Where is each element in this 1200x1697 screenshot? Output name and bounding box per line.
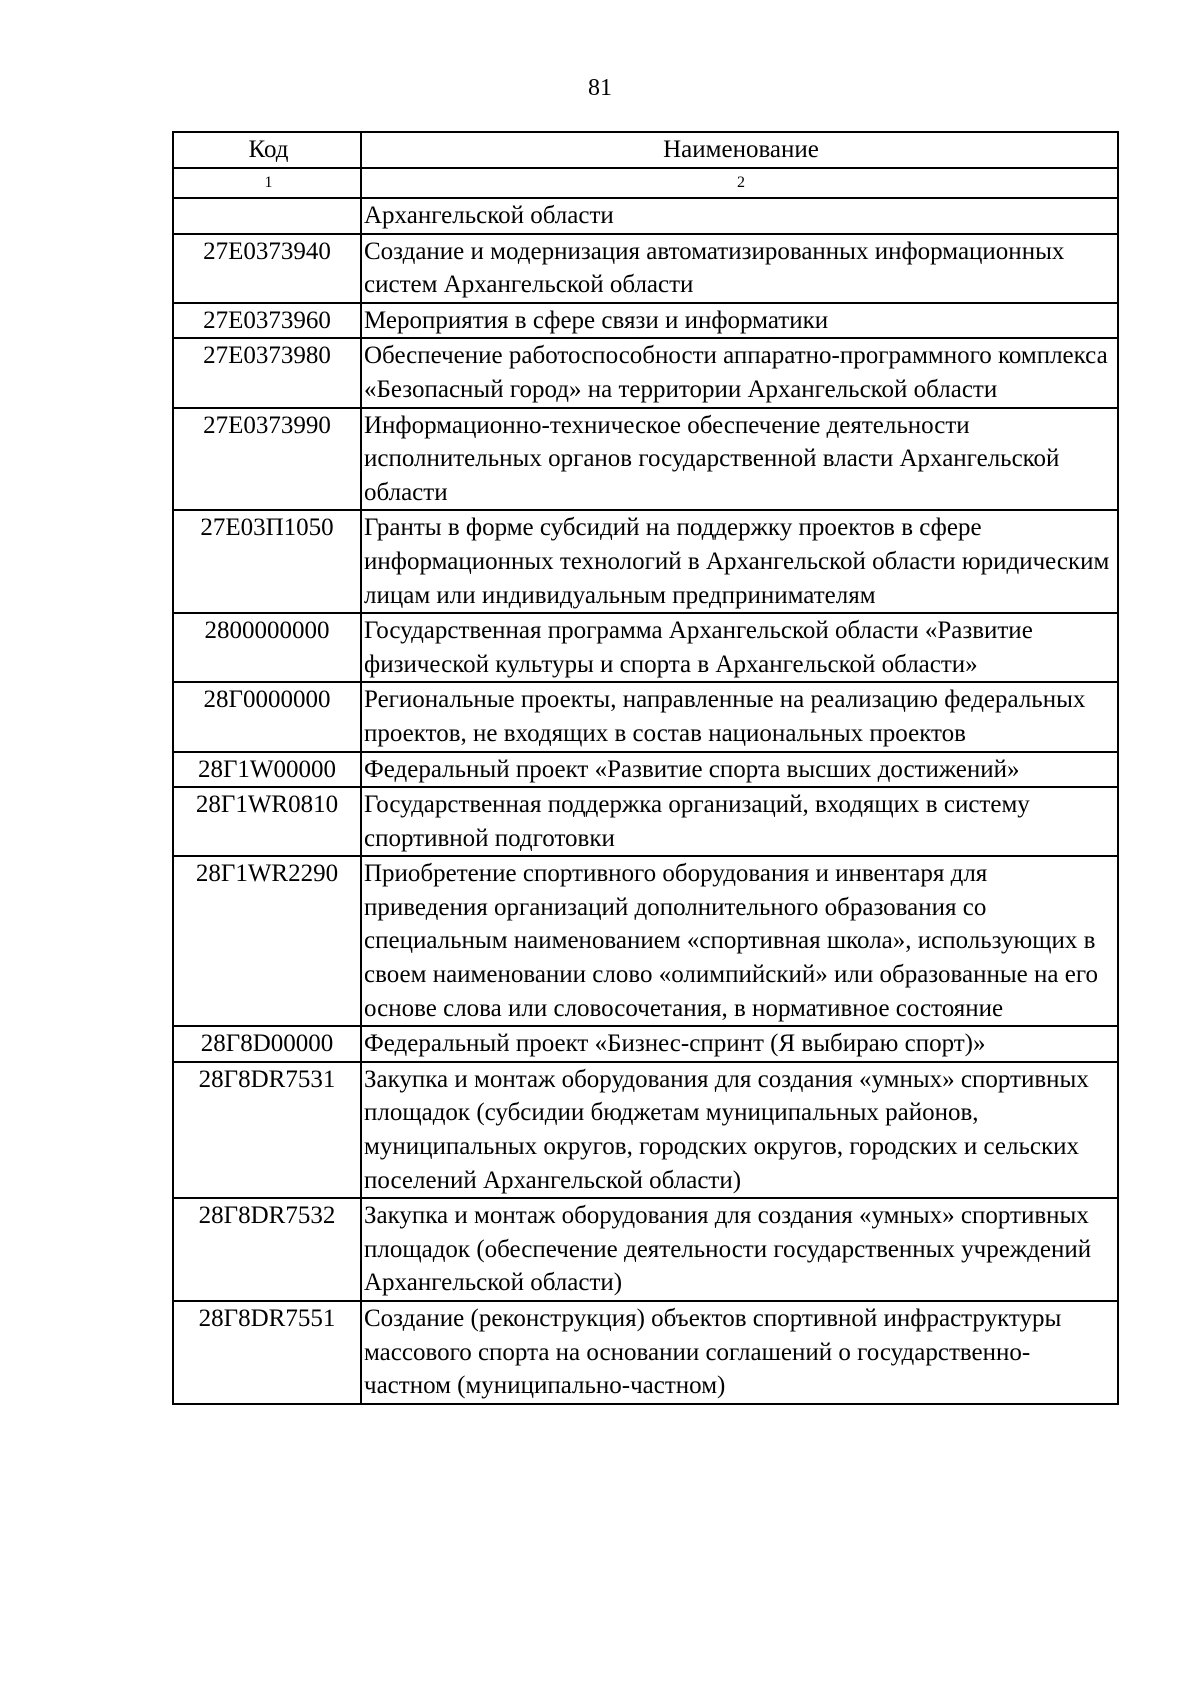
row-name: Мероприятия в сфере связи и информатики <box>361 303 1118 339</box>
table-row <box>173 1301 1118 1404</box>
table-row <box>173 303 1118 339</box>
table-row <box>173 338 1118 407</box>
table-row <box>173 856 1118 1026</box>
row-name: Федеральный проект «Развитие спорта высших достижений» <box>361 752 1118 788</box>
row-name: Региональные проекты, направленные на реализацию федеральных проектов, не входящих в состав национальных проектов <box>361 682 1118 751</box>
row-code <box>173 198 361 234</box>
row-code: 27Е0373990 <box>173 408 361 511</box>
table-row <box>173 613 1118 682</box>
row-name: Создание (реконструкция) объектов спортивной инфраструктуры массового спорта на основании соглашений о государственно-частном (муниципально-частном) <box>361 1301 1118 1404</box>
row-name: Гранты в форме субсидий на поддержку проектов в сфере информационных технологий в Архангельской области юридическим лицам или индивидуальным предпринимателям <box>361 510 1118 613</box>
row-code: 28Г1WR2290 <box>173 856 361 1026</box>
row-code: 28Г0000000 <box>173 682 361 751</box>
row-code: 28Г8DR7532 <box>173 1198 361 1301</box>
row-code: 28Г8DR7531 <box>173 1062 361 1198</box>
header-name: Наименование <box>361 132 1118 168</box>
table-row <box>173 234 1118 303</box>
row-code: 28Г8D00000 <box>173 1026 361 1062</box>
table-row <box>173 682 1118 751</box>
row-name: Федеральный проект «Бизнес-спринт (Я выбираю спорт)» <box>361 1026 1118 1062</box>
column-number-code: 1 <box>173 168 361 198</box>
row-name: Государственная программа Архангельской области «Развитие физической культуры и спорта в Архангельской области» <box>361 613 1118 682</box>
row-name: Архангельской области <box>361 198 1118 234</box>
row-name: Приобретение спортивного оборудования и инвентаря для приведения организаций дополнительного образования со специальным наименованием «спортивная школа», использующих в своем наименовании слово «олимпийский» или образованные на его основе слова или словосочетания, в нормативное состояние <box>361 856 1118 1026</box>
table-row <box>173 1026 1118 1062</box>
table-row <box>173 1198 1118 1301</box>
table-row <box>173 787 1118 856</box>
row-code: 27Е0373980 <box>173 338 361 407</box>
table-header-row <box>173 132 1118 168</box>
table-row <box>173 198 1118 234</box>
row-code: 28Г1WR0810 <box>173 787 361 856</box>
row-name: Закупка и монтаж оборудования для создания «умных» спортивных площадок (обеспечение деятельности государственных учреждений Архангельской области) <box>361 1198 1118 1301</box>
row-name: Закупка и монтаж оборудования для создания «умных» спортивных площадок (субсидии бюджетам муниципальных районов, муниципальных округов, городских округов, городских и сельских поселений Архангельской области) <box>361 1062 1118 1198</box>
row-code: 27Е0373940 <box>173 234 361 303</box>
row-code: 2800000000 <box>173 613 361 682</box>
row-code: 27Е03П1050 <box>173 510 361 613</box>
row-code: 27Е0373960 <box>173 303 361 339</box>
table-row <box>173 752 1118 788</box>
table-row <box>173 510 1118 613</box>
row-code: 28Г8DR7551 <box>173 1301 361 1404</box>
row-code: 28Г1W00000 <box>173 752 361 788</box>
row-name: Информационно-техническое обеспечение деятельности исполнительных органов государственной власти Архангельской области <box>361 408 1118 511</box>
header-code: Код <box>173 132 361 168</box>
table-row <box>173 1062 1118 1198</box>
table-row <box>173 408 1118 511</box>
row-name: Создание и модернизация автоматизированных информационных систем Архангельской области <box>361 234 1118 303</box>
row-name: Государственная поддержка организаций, входящих в систему спортивной подготовки <box>361 787 1118 856</box>
column-numbering-row <box>173 168 1118 198</box>
page-number: 81 <box>588 75 612 101</box>
classification-table <box>172 131 1119 1405</box>
column-number-name: 2 <box>361 168 1118 198</box>
row-name: Обеспечение работоспособности аппаратно-программного комплекса «Безопасный город» на территории Архангельской области <box>361 338 1118 407</box>
